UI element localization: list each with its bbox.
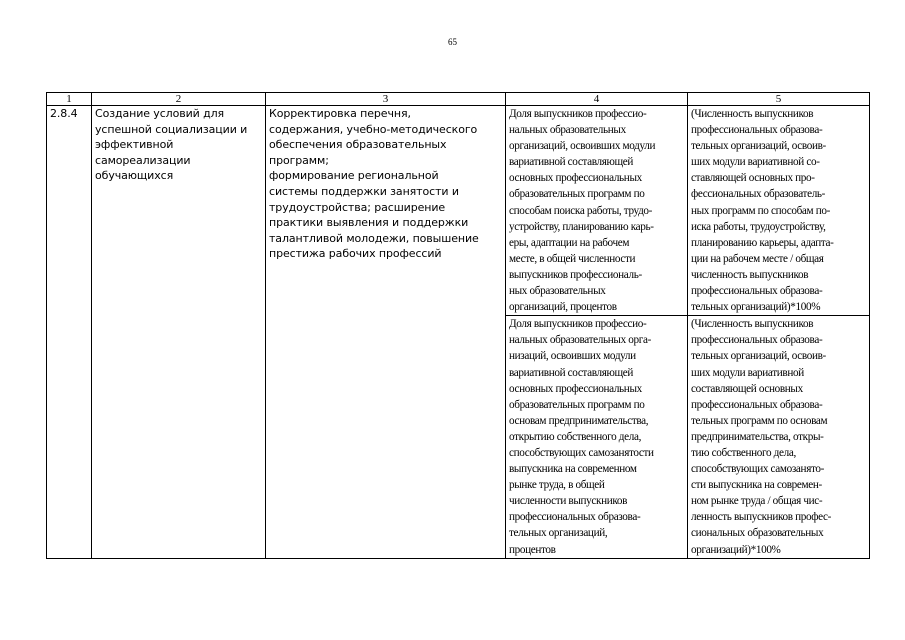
text-line: трудоустройства; расширение [269,200,446,214]
text-line: предпринимательства, откры- [691,430,824,443]
text-line: формирование региональной [269,169,439,183]
indicator-name-cell [506,106,688,316]
text-line: ших модули вариативной со- [691,156,820,169]
text-line: образовательных программ по [509,398,645,411]
text-line: нальных образовательных орга- [509,334,651,347]
text-line: рынке труда, в общей [509,479,605,492]
indicator-formula-cell [688,316,870,558]
text-line: профессиональных образова- [691,398,823,411]
text-line: профессиональных образова- [691,334,823,347]
measures-cell [266,106,506,559]
text-line: профессиональных образова- [691,285,823,298]
indicators-table [46,92,870,559]
text-line: численности выпускников [509,495,628,508]
text-line: Доля выпускников профессио- [509,318,647,331]
text-line: ставляющей основных про- [691,172,815,185]
text-line: Доля выпускников профессио- [509,108,647,120]
header-col-3: 3 [266,93,506,106]
header-col-4: 4 [506,93,688,106]
header-col-2: 2 [92,93,266,106]
text-line: тию собственного дела, [691,446,796,459]
text-line: эффективной [95,138,174,152]
text-line: вариативной составляющей [509,156,634,169]
text-line: (Численность выпускников [691,318,814,331]
text-line: основных профессиональных [509,382,642,395]
text-line: практики выявления и поддержки [269,216,469,230]
text-line: содержания, учебно-методического [269,122,478,136]
text-line: тельных организаций, [509,527,608,540]
text-line: Создание условий для [95,107,225,120]
table-row [47,106,870,316]
text-line: организаций, процентов [509,301,617,314]
header-col-1: 1 [47,93,92,106]
text-line: выпускников профессиональ- [509,268,642,281]
text-line: организаций, освоивших модули [509,140,656,153]
text-line: организаций)*100% [691,543,781,556]
text-line: низаций, освоивших модули [509,350,636,363]
text-line: вариативной составляющей [509,366,634,379]
page-number: 65 [448,37,457,47]
indicator-formula-cell [688,106,870,316]
text-line: ных программ по способам по- [691,204,830,217]
text-line: программ; [269,153,329,167]
text-line: составляющей основных [691,382,803,395]
text-line: обучающихся [95,169,174,183]
text-line: основам предпринимательства, [509,414,649,427]
text-line: ленность выпускников профес- [691,511,832,524]
text-line: профессиональных образова- [509,511,641,524]
text-line: образовательных программ по [509,188,645,201]
text-line: способствующих самозанятости [509,446,654,459]
text-line: нальных образовательных [509,124,626,137]
text-line: сти выпускника на современ- [691,479,822,492]
text-line: открытию собственного дела, [509,430,642,443]
text-line: тельных организаций, освоив- [691,140,826,153]
text-line: ных образовательных [509,285,606,298]
row-code: 2.8.4 [47,106,92,559]
text-line: процентов [509,543,556,556]
goal-cell [92,106,266,559]
text-line: способствующих самозанято- [691,463,824,476]
text-line: фессиональных образователь- [691,188,826,201]
text-line: успешной социализации и [95,122,248,136]
text-line: сиональных образовательных [691,527,824,540]
text-line: тельных организаций)*100% [691,301,821,314]
text-line: профессиональных образова- [691,124,823,137]
indicator-name-cell [506,316,688,558]
text-line: талантливой молодежи, повышение [269,231,479,245]
text-line: ном рынке труда / общая чис- [691,495,823,508]
text-line: самореализации [95,153,191,167]
text-line: еры, адаптации на рабочем [509,236,630,249]
text-line: ции на рабочем месте / общая [691,252,824,265]
text-line: Корректировка перечня, [269,107,411,120]
text-line: численность выпускников [691,268,809,281]
text-line: тельных организаций, освоив- [691,350,826,363]
text-line: планированию карьеры, адапта- [691,236,834,249]
text-line: основных профессиональных [509,172,642,185]
text-line: ших модули вариативной [691,366,804,379]
text-line: тельных программ по основам [691,414,828,427]
text-line: выпускника на современном [509,463,637,476]
text-line: устройству, планированию карь- [509,220,654,233]
text-line: обеспечения образовательных [269,138,447,152]
text-line: системы поддержки занятости и [269,184,459,198]
text-line: иска работы, трудоустройству, [691,220,826,233]
header-col-5: 5 [688,93,870,106]
text-line: (Численность выпускников [691,108,814,120]
text-line: престижа рабочих профессий [269,247,442,261]
header-row [47,93,870,106]
text-line: способам поиска работы, трудо- [509,204,653,217]
text-line: месте, в общей численности [509,252,636,265]
